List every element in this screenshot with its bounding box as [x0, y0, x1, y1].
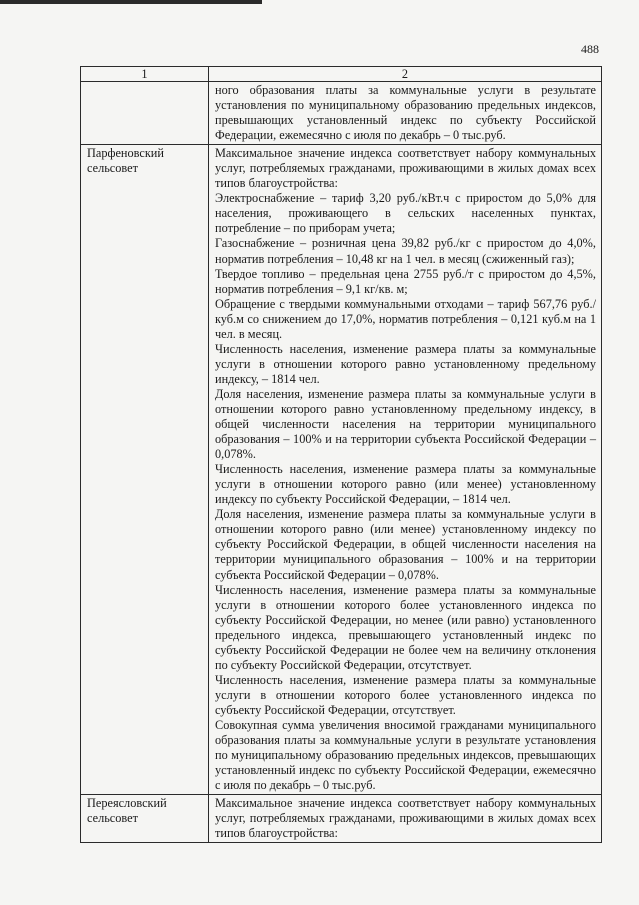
- paragraph: Доля населения, изменение размера платы за коммунальные услуги в отношении которого равно (или менее) установленному индексу по субъекту Российской Федерации, в общей численности населения на территории муниципального образования – 100% и на территории субъекта Российской Федерации – 0,078%.: [215, 507, 596, 582]
- paragraph: Обращение с твердыми коммунальными отходами – тариф 567,76 руб./куб.м со снижением до 17,0%, норматив потребления – 0,121 куб.м на 1 чел. в месяц.: [215, 296, 596, 341]
- paragraph: Совокупная сумма увеличения вносимой гражданами муниципального образования платы за коммунальные услуги в результате установления по муниципальному образованию предельных индексов, превышающих установленный индекс по субъекту Российской Федерации, ежемесячно с июля по декабрь – 0 тыс.руб.: [215, 717, 596, 793]
- column-header-2: 2: [209, 67, 602, 82]
- paragraph: Газоснабжение – розничная цена 39,82 руб./кг с приростом до 4,0%, норматив потребления – 10,48 кг на 1 чел. в месяц (сжиженный газ);: [215, 236, 596, 266]
- municipality-cell: [81, 82, 209, 145]
- municipality-cell: Переясловский сельсовет: [81, 795, 209, 843]
- paragraph: Численность населения, изменение размера платы за коммунальные услуги в отношении которого равно (или менее) установленному индексу по субъекту Российской Федерации, – 1814 чел.: [215, 462, 596, 507]
- paragraph: Численность населения, изменение размера платы за коммунальные услуги в отношении которого более установленного индекса по субъекту Российской Федерации, отсутствует.: [215, 672, 596, 717]
- paragraph: Электроснабжение – тариф 3,20 руб./кВт.ч с приростом до 5,0% для населения, проживающего в сельских населенных пунктах, потребление – по приборам учета;: [215, 191, 596, 236]
- table-row: [81, 82, 602, 145]
- content-cell: [209, 82, 602, 145]
- content-cell: [209, 145, 602, 795]
- municipality-cell: Парфеновский сельсовет: [81, 145, 209, 795]
- paragraph: Твердое топливо – предельная цена 2755 руб./т с приростом до 4,5%, норматив потребления – 9,1 кг/кв. м;: [215, 266, 596, 296]
- scan-edge-mark: [0, 0, 262, 4]
- page-number: 488: [581, 42, 599, 56]
- table-row: [81, 145, 602, 795]
- table-header-row: [81, 67, 602, 82]
- paragraph: Численность населения, изменение размера платы за коммунальные услуги в отношении которого более установленного индекса по субъекту Российской Федерации, но менее (или равно) установленного предельного индекса, превышающего установленный индекс по субъекту Российской Федерации не более чем на величину отклонения по субъекту Российской Федерации, отсутствует.: [215, 582, 596, 672]
- paragraph: Максимальное значение индекса соответствует набору коммунальных услуг, потребляемых гражданами, проживающими в жилых домах всех типов благоустройства:: [215, 146, 596, 191]
- column-header-1: 1: [81, 67, 209, 82]
- index-table: [80, 66, 602, 843]
- table-row: [81, 795, 602, 843]
- paragraph: Максимальное значение индекса соответствует набору коммунальных услуг, потребляемых гражданами, проживающими в жилых домах всех типов благоустройства:: [215, 796, 596, 841]
- paragraph: ного образования платы за коммунальные услуги в результате установления по муниципальному образованию предельных индексов, превышающих установленный индекс по субъекту Российской Федерации, ежемесячно с июля по декабрь – 0 тыс.руб.: [215, 83, 596, 143]
- content-cell: [209, 795, 602, 843]
- paragraph: Численность населения, изменение размера платы за коммунальные услуги в отношении которого равно установленному предельному индексу, – 1814 чел.: [215, 341, 596, 386]
- paragraph: Доля населения, изменение размера платы за коммунальные услуги в отношении которого равно установленному предельному индексу, в общей численности населения на территории муниципального образования – 100% и на территории субъекта Российской Федерации – 0,078%.: [215, 386, 596, 462]
